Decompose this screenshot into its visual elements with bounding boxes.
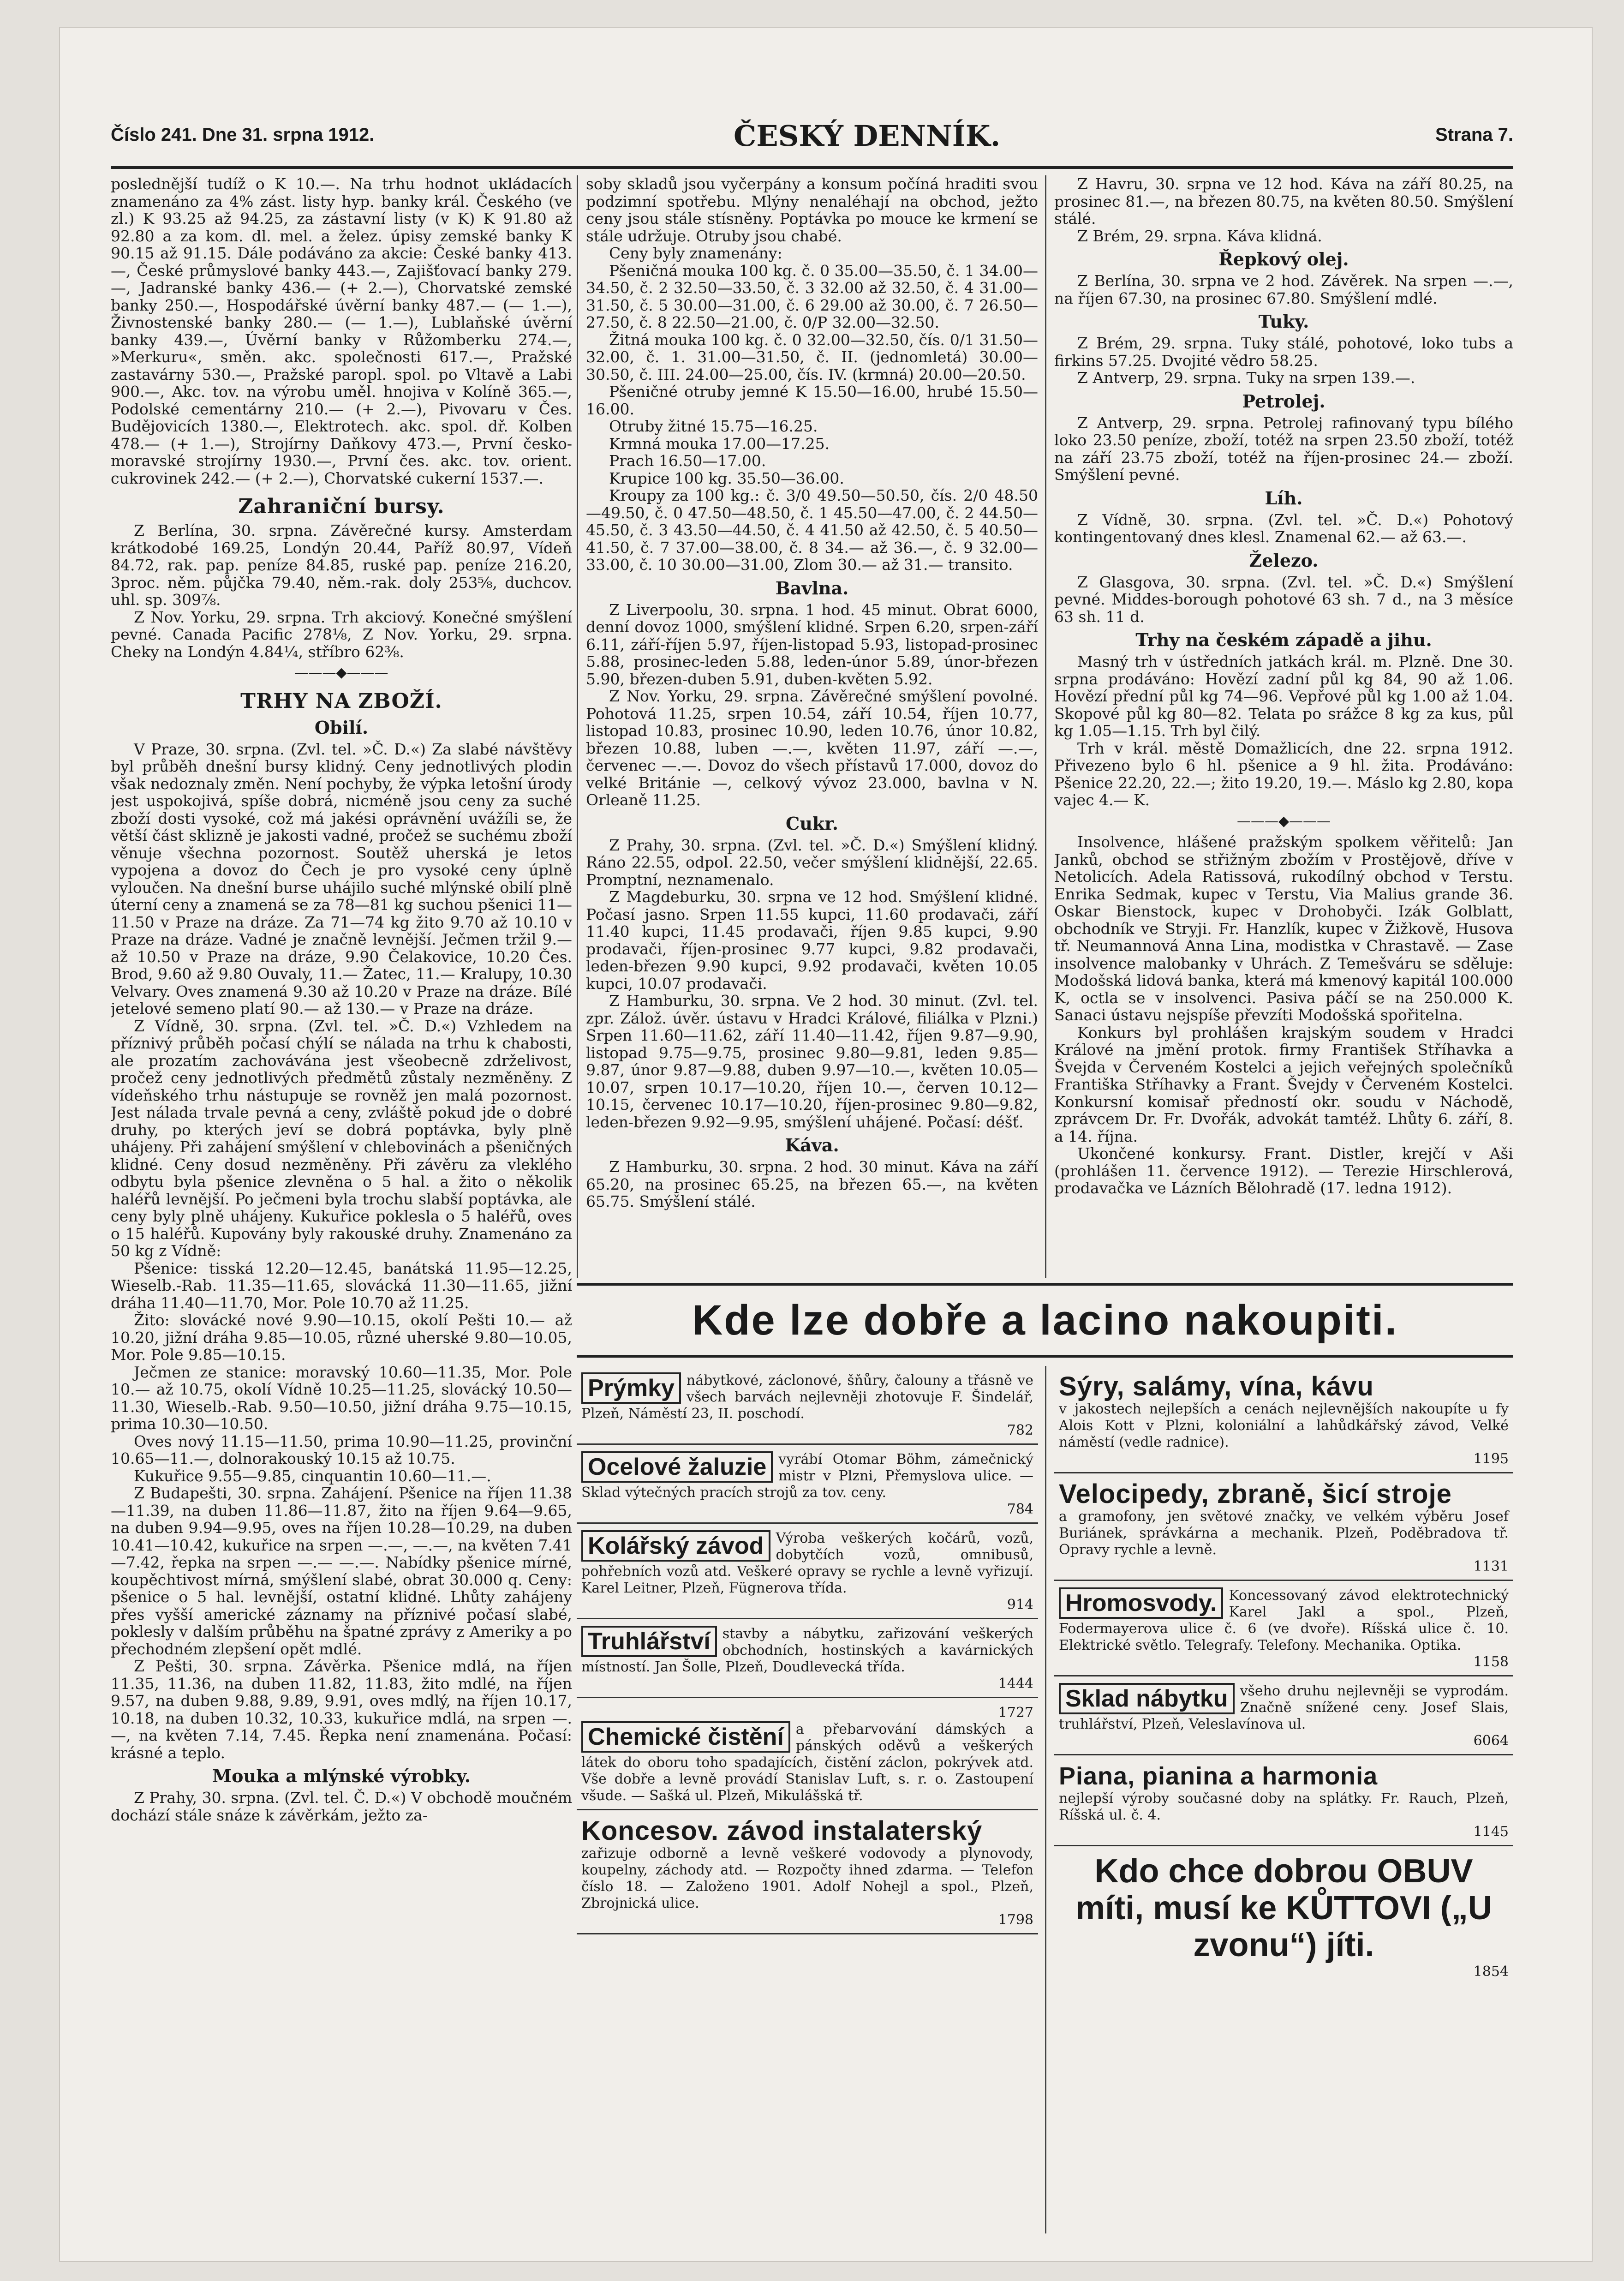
barley-prices: Ječmen ze stanice: moravský 10.60—11.35, Mor. Pole 10.— až 10.75, okolí Vídně 10.25—11.25, slovácký 10.50—11.30, Wieselb.-Rab. 9.50—10.50, jižní dráha 9.75—10.15, prima 10.30—10.50. [111, 1363, 572, 1433]
bremen-fats: Z Brém, 29. srpna. Tuky stálé, pohotové, loko tubs a firkins 57.25. Dvojité vědro 58.25. [1054, 334, 1513, 370]
ad-title: Kdo chce dobrou OBUV míti, musí ke KŮTTOVI („U zvonu“) jíti. [1075, 1853, 1492, 1964]
ad-cheese-salami [1054, 1366, 1513, 1473]
ad-number: 782 [1007, 1422, 1033, 1438]
heading-commodity-markets: TRHY NA ZBOŽÍ. [240, 689, 442, 713]
berlin-bourse: Z Berlína, 30. srpna. Závěrečné kursy. Amsterdam krátkodobé 169.25, Londýn 20.44, Paříž 80.97, Vídeň 84.72, rak. pap. peníze 84.85, ruské pap. peníze 216.20, 3proc. něm. půjčka 79.40, něm.-rak. doly 253⅝, duchcov. uhl. sp. 309⅞. [111, 521, 572, 609]
ad-trimmings [577, 1366, 1038, 1445]
bankruptcy: Konkurs byl prohlášen krajským soudem v Hradci Králové na jmění protok. firmy František Stříhavka a Švejda v Červeném Kostelci a jejich veřejných společníků Františka Stříhavky a Frant. Švejdy v Červeném Kostelci. Konkursní komisař předností okr. soudu v Náchodě, zprávcem Dr. Fr. Dvořák, advokát tamtéž. Lhůty 6. září, 8. a 14. října. [1054, 1023, 1513, 1145]
wheat-flour-prices: Pšeničná mouka 100 kg. č. 0 35.00—35.50, č. 1 34.00—34.50, č. 2 32.50—33.50, č. 3 32.00 až 32.50, č. 4 31.00—31.50, č. 5 30.00—31.00, č. 6 29.00 až 30.00, č. 7 26.50—27.50, č. 8 22.50—21.00, č. 0/P 32.00—32.50. [586, 261, 1038, 331]
ad-title: Koncesov. závod instalaterský [581, 1816, 983, 1846]
rye-bran-prices: Otruby žitné 15.75—16.25. [609, 417, 818, 435]
column-rule-1 [577, 175, 578, 1278]
ad-title: Kolářský závod [581, 1530, 770, 1562]
column-1 [111, 175, 572, 2215]
ad-text: nábytkové, záclonové, šňůry, čalouny a třásně ve všech barvách nejlevněji zhotovuje F. Šindelář, Plzeň, Náměstí 23, II. poschodí. [581, 1372, 1033, 1422]
heading-spirits: Líh. [1265, 487, 1303, 509]
ad-title: Chemické čistění [581, 1721, 790, 1753]
masthead: ČESKÝ DENNÍK. [734, 119, 1001, 153]
header-rule [111, 166, 1513, 169]
hamburg-coffee: Z Hamburku, 30. srpna. 2 hod. 30 minut. Káva na září 65.20, na prosinec 65.25, na březen 65.—, na květen 65.75. Smýšlení stálé. [586, 1158, 1038, 1210]
ad-lightning-rods [1054, 1581, 1513, 1676]
ad-text: zařizuje odborně a levně veškeré vodovody a plynovody, koupelny, záchody atd. — Rozpočty ihned zdarma. — Telefon číslo 18. — Založeno 1901. Adolf Nohejl a spol., Plzeň, Zbrojnická ulice. [581, 1845, 1033, 1911]
heading-rapeseed-oil: Řepkový olej. [1218, 249, 1349, 269]
ad-title: Prýmky [581, 1372, 681, 1404]
berlin-oil: Z Berlína, 30. srpna ve 2 hod. Závěrek. Na srpen —.—, na říjen 67.30, na prosinec 67.80. Smýšlení mdlé. [1054, 272, 1513, 307]
column-rule-2 [1045, 175, 1046, 1278]
heading-flour: Mouka a mlýnské výrobky. [212, 1766, 471, 1786]
ad-title: Ocelové žaluzie [581, 1451, 773, 1483]
banking-report: poslednější tudíž o K 10.—. Na trhu hodnot ukládacích znamenáno za 4% zást. listy hyp. banky král. Českého (ve zl.) K 93.25 až 94.25, za zástavní listy (v K) K 91.80 až 92.80 a za kom. dl. mel. a želez. úpisy zemské banky K 90.15 až 91.15. Dále podáváno za akcie: České banky 413.—, České průmyslové banky 443.—, Zajišťovací banky 279.—, Jadranské banky 436.— (+ 2.—), Chorvatské zemské banky 250.—, Hospodářské úvěrní banky 487.— (— 1.—), Živnostenské banky 280.— (— 1.—), Lublaňské úvěrní banky 439.—, Úvěrní banky v Růžomberku 274.—, »Merkuru«, směn. akc. společnosti 617.—, Pražské zastavárny 530.—, Pražské paropl. spol. po Vltavě a Labi 900.—, Akc. tov. na výrobu uměl. hnojiva v Kolíně 365.—, Podolské cementárny 210.— (+ 2.—), Pivovaru v Čes. Budějovicích 1380.—, Elektrotech. akc. spol. dř. Kolben 478.— (+ 1.—), Strojírny Daňkovy 473.—, První česko-moravské strojírny 1930.—, První čes. akc. tov. orient. cukrovinek 242.— (+ 2.—), Chorvatské cukerní 1537.—. [111, 175, 572, 487]
domazlice-market: Trh v král. městě Domažlicích, dne 22. srpna 1912. Přivezeno bylo 6 hl. pšenice a 9 hl. žita. Prodáváno: Pšenice 22.20, 22.—; žito 19.20, 19.—. Máslo kg 2.80, kopa vajec 4.— K. [1054, 739, 1513, 809]
ad-blinds [577, 1445, 1038, 1524]
newspaper-page [60, 28, 1592, 2261]
ad-title: Sýry, salámy, vína, kávu [1059, 1371, 1374, 1401]
ad-text: vyrábí Otomar Böhm, zámečnický mistr v Plzni, Přemyslova ulice. — Sklad výtečných pracích strojů za tov. ceny. [581, 1451, 1033, 1501]
corn-prices: Kukuřice 9.55—9.85, cinquantin 10.60—11.—. [134, 1467, 491, 1485]
pest-closing: Z Pešti, 30. srpna. Závěrka. Pšenice mdlá, na říjen 11.35, 11.36, na duben 11.82, 11.83, žito mdlé, na říjen 9.57, na duben 9.88, 9.89, 9.91, oves mdlý, na říjen 10.17, 10.18, na duben 10.32, 10.33, kukuřice mdlá, na srpen —.—, na květen 7.14, 7.45. Řepka není znamenána. Počasí: krásné a teplo. [111, 1657, 572, 1762]
heading-cotton: Bavlna. [775, 577, 849, 599]
ad-number: 1727 [998, 1705, 1033, 1721]
ad-text: všeho druhu nejlevněji se vyprodám. Značně snížené ceny. Josef Slais, truhlářství, Plzeň, Veleslavínova ul. [1059, 1683, 1509, 1732]
groats-prices: Kroupy za 100 kg.: č. 3/0 49.50—50.50, čís. 2/0 48.50—49.50, č. 0 47.50—48.50, č. 1 45.50—47.00, č. 2 44.50—45.50, č. 3 43.50—44.50, č. 4 41.50 až 42.50, č. 5 40.50—41.50, č. 7 37.00—38.00, č. 8 34.— až 36.—, č. 9 32.00—33.00, č. 10 30.00—31.00, Zlom 30.— až 31.— transito. [586, 486, 1038, 574]
ad-number: 1158 [1473, 1654, 1509, 1670]
feed-flour-prices: Krmná mouka 17.00—17.25. [609, 434, 830, 453]
ad-number: 1798 [998, 1912, 1033, 1928]
ad-number: 1854 [1473, 1964, 1509, 1980]
ad-text: a gramofony, jen světové značky, ve velkém výběru Josef Buriánek, správkárna a mechanik. Plzeň, Poděbradova tř. Opravy rychle a levně. [1059, 1509, 1509, 1558]
dust-prices: Prach 16.50—17.00. [609, 452, 766, 470]
heading-foreign-bourses: Zahraniční bursy. [238, 495, 445, 518]
section-divider-2: ———◆——— [1236, 813, 1331, 829]
ad-number: 6064 [1473, 1733, 1509, 1749]
antwerp-fats: Z Antverp, 29. srpna. Tuky na srpen 139.—. [1077, 369, 1415, 387]
ad-number: 1444 [998, 1676, 1033, 1692]
liverpool-cotton: Z Liverpoolu, 30. srpna. 1 hod. 45 minut. Obrat 6000, denní dovoz 1000, smýšlení klidné. Srpen 6.20, srpen-září 6.11, září-říjen 5.97, říjen-listopad 5.93, listopad-prosinec 5.88, prosinec-leden 5.88, leden-únor 5.89, únor-březen 5.90, březen-duben 5.91, duben-květen 5.92. [586, 600, 1038, 688]
ad-title: Hromosvody. [1059, 1587, 1223, 1619]
new-york-bourse: Z Nov. Yorku, 29. srpna. Trh akciový. Konečné smýšlení pevné. Canada Pacific 278⅛, Z Nov. Yorku, 29. srpna. Cheky na Londýn 4.84¼, stříbro 62⅜. [111, 608, 572, 661]
ad-pianos [1054, 1755, 1513, 1846]
ad-number: 1145 [1473, 1824, 1509, 1840]
semolina-prices: Krupice 100 kg. 35.50—36.00. [609, 469, 844, 487]
ad-number: 1131 [1473, 1558, 1509, 1575]
page-number: Strana 7. [1435, 125, 1513, 145]
ads-column-rule [1045, 1366, 1046, 2233]
prague-flour: Z Prahy, 30. srpna. (Zvl. tel. Č. D.«) V obchodě moučném dochází stále snáze k závěrkám, ježto za- [111, 1789, 572, 1824]
budapest-opening: Z Budapešti, 30. srpna. Zahájení. Pšenice na říjen 11.38—11.39, na duben 11.86—11.87, žito na říjen 9.64—9.65, na duben 9.94—9.95, oves na říjen 10.28—10.29, na duben 10.41—10.42, kukuřice na srpen —.—, —.—, na květen 7.41—7.42, řepka na srpen —.— —.—. Nabídky pšenice mírné, koupěchtivost mírná, smýšlení slabé, obrat 30.000 q. Ceny: pšenice o 5 hal. levnější, ostatní klidné. Lhůty zahájeny přes vyšší americké záznamy na příznivé počasí slabé, poklesly v dalším průběhu na špatné zprávy z Ameriky a po přechodném zlepšení opět mdlé. [111, 1484, 572, 1658]
heading-coffee: Káva. [785, 1135, 839, 1155]
bremen-coffee: Z Brém, 29. srpna. Káva klidná. [1077, 227, 1322, 245]
ad-footwear [1054, 1846, 1513, 1985]
ad-number: 784 [1007, 1501, 1033, 1517]
wheat-prices: Pšenice: tisská 12.20—12.45, banátská 11.95—12.25, Wieselb.-Rab. 11.35—11.65, slovácká 11.30—11.65, jižní dráha 11.40—11.70, Mor. Pole 10.70 až 11.25. [111, 1259, 572, 1312]
ad-joinery [577, 1619, 1038, 1698]
havre-coffee: Z Havru, 30. srpna ve 12 hod. Káva na září 80.25, na prosinec 81.—, na březen 80.75, na květen 80.50. Smýšlení stálé. [1054, 175, 1513, 228]
ad-number: 914 [1007, 1597, 1033, 1613]
prices-intro: Ceny byly znamenány: [609, 244, 782, 262]
ad-text: Koncessovaný závod elektrotechnický Karel Jakl a spol., Plzeň, Fodermayerova ulice č. 6 (ve dvoře). Ríšská ulice č. 10. Elektrické světlo. Telegrafy. Telefony. Mechanika. Optika. [1059, 1587, 1509, 1653]
heading-petroleum: Petrolej. [1242, 390, 1325, 412]
glasgow-iron: Z Glasgova, 30. srpna. (Zvl. tel. »Č. D.«) Smýšlení pevné. Middes-borough pohotové 63 sh. 7 d., na 3 měsíce 63 sh. 11 d. [1054, 573, 1513, 626]
ads-right-column [1054, 1366, 1513, 1985]
oats-prices: Oves nový 11.15—11.50, prima 10.90—11.25, provinční 10.65—11.—, dolnorakouský 10.15 až 10.75. [111, 1432, 572, 1467]
ad-title: Truhlářství [581, 1626, 717, 1657]
hamburg-sugar: Z Hamburku, 30. srpna. Ve 2 hod. 30 minut. (Zvl. tel. zpr. Zálož. úvěr. ústavu v Hradci Králové, filiálka v Plzni.) Srpen 11.60—11.62, září 11.40—11.42, říjen 9.87—9.90, listopad 9.75—9.75, prosinec 9.80—9.81, leden 9.85—9.87, únor 9.87—9.88, duben 9.97—10.—, květen 10.05—10.07, srpen 10.17—10.20, říjen 10.—, červen 10.12—10.15, červenec 10.17—10.20, říjen-prosinec 9.80—9.82, leden-březen 9.92—9.95, smýšlení uhájené. Počasí: déšť. [586, 992, 1038, 1131]
new-york-cotton: Z Nov. Yorku, 29. srpna. Závěrečné smýšlení povolné. Pohotová 11.25, srpen 10.54, září 10.54, říjen 10.77, listopad 10.83, prosinec 10.90, leden 10.76, únor 10.82, březen 10.88, luben —.—, květen 11.97, září —.—, červenec —.—. Dovoz do všech přístavů 17.000, dovoz do velké Británie —, celkový vývoz 23.000, bavlna v N. Orleaně 11.25. [586, 687, 1038, 809]
column-3 [1054, 175, 1513, 1278]
heading-west-markets: Trhy na českém západě a jihu. [1135, 629, 1432, 650]
ad-text: nejlepší výroby současné doby na splátky. Fr. Rauch, Plzeň, Ríšská ul. č. 4. [1059, 1790, 1509, 1823]
ads-left-column [577, 1366, 1038, 1934]
rye-flour-prices: Žitná mouka 100 kg. č. 0 32.00—32.50, čís. 0/1 31.50—32.00, č. 1. 31.00—31.50, č. II. (jednomletá) 30.00—30.50, č. III. 24.00—25.00, čís. IV. (krmná) 20.00—20.50. [586, 330, 1038, 383]
ad-title: Piana, pianina a harmonia [1059, 1762, 1378, 1790]
page-header [111, 111, 1513, 162]
flour-continued: soby skladů jsou vyčerpány a konsum počíná hraditi svou podzimní spotřebu. Mlýny nenaléhají na obchod, ježto ceny jsou stále stísněny. Poptávka po mouce ke krmení se stále udržuje. Otruby jsou chabé. [586, 175, 1038, 245]
ad-dry-cleaning [577, 1698, 1038, 1810]
prague-grain: V Praze, 30. srpna. (Zvl. tel. »Č. D.«) Za slabé návštěvy byl průběh dnešní bursy klidný. Ceny jednotlivých plodin však nedoznaly změn. Není pochyby, že výpka letošní úrody jest uspokojivá, spíše dobrá, nicméně jsou ceny za suché zboží dosti vysoké, což má jakési oprávnění uvážíli se, že větší část sklizně je jakosti vadné, pročež se suchému zboží věnuje všechna pozornost. Soutěž uherská je letos vypojena a dovoz do Čech je pro vysoké ceny úplně vyloučen. Na dnešní burse uhájilo suché mlýnské obilí plně úterní ceny a znamená se za 78—81 kg suchou pšenici 11—11.50 v Praze na dráze. Za 71—74 kg žito 9.70 až 10.10 v Praze na dráze. Vadné je značně levnější. Ječmen tržil 9.— až 10.50 v Praze na dráze, 9.90 Čelakovice, 10.20 Čes. Brod, 9.60 až 9.80 Ouvaly, 11.— Žatec, 11.— Kralupy, 10.30 Velvary. Oves znamená 9.30 až 10.20 v Praze na dráze. Bílé jetelové semeno platí 90.— až 130.— v Praze na dráze. [111, 740, 572, 1018]
ads-headline: Kde lze dobře a lacino nakoupiti. [577, 1283, 1513, 1358]
ad-text: Výroba veškerých kočárů, vozů, dobytčích vozů, omnibusů, pohřebních vozů atd. Veškeré opravy se rychle a levně vyřizují. Karel Leitner, Plzeň, Fügnerova třída. [581, 1530, 1033, 1596]
prague-sugar: Z Prahy, 30. srpna. (Zvl. tel. »Č. D.«) Smýšlení klidný. Ráno 22.55, odpol. 22.50, večer smýšlení klidnější, 22.65. Promptní, neznamenalo. [586, 836, 1038, 889]
ad-number: 1195 [1473, 1451, 1509, 1467]
ad-installation [577, 1810, 1038, 1934]
ad-title: Sklad nábytku [1059, 1683, 1235, 1714]
plzen-meat-market: Masný trh v ústředních jatkách král. m. Plzně. Dne 30. srpna prodáváno: Hovězí zadní půl kg 84, 90 až 1.06. Hovězí přední půl kg 74—96. Vepřové půl kg 1.00 až 1.04. Skopové půl kg 80—82. Telata po srážce 8 kg za kus, půl kg 1.05—1.15. Trh byl čilý. [1054, 653, 1513, 740]
issue-number-date: Číslo 241. Dne 31. srpna 1912. [111, 125, 375, 145]
ad-text: v jakostech nejlepších a cenách nejlevnějších nakoupíte u fy Alois Kott v Plzni, koloniální a lahůdkářský závod, Velké náměstí (vedle radnice). [1059, 1401, 1509, 1450]
section-divider: ———◆——— [294, 665, 388, 681]
magdeburg-sugar: Z Magdeburku, 30. srpna ve 12 hod. Smýšlení klidné. Počasí jasno. Srpen 11.55 kupci, 11.60 prodavači, září 11.40 kupci, 11.45 prodavači, říjen 9.85 kupci, 9.90 prodavači, říjen-prosinec 9.77 kupci, 9.82 prodavači, leden-březen 9.90 kupci, 9.92 prodavači, květen 10.05 kupci, 10.07 prodavači. [586, 888, 1038, 993]
ad-furniture [1054, 1676, 1513, 1755]
wheat-bran-prices: Pšeničné otruby jemné K 15.50—16.00, hrubé 15.50—16.00. [586, 383, 1038, 418]
ad-bicycles [1054, 1473, 1513, 1581]
vienna-grain: Z Vídně, 30. srpna. (Zvl. tel. »Č. D.«) Vzhledem na příznivý průběh počasí chýlí se nálada na trhu k chabosti, ale prozatím zachovávána jest všeobecně zdrželivost, pročež ceny jednotlivých předmětů zůstaly nezměněny. Z vídeňského trhu nástupuje se rovněž jen malá pozornost. Jest nálada trvale pevná a ceny, zvláště pokud jde o dobré druhy, po kterých jeví se dobrá poptávka, byly plně uhájeny. Při zahájení smýšlení v chlebovinách a pšeničných klidné. Ceny dosud nezměněny. Při závěru za vleklého odbytu byla pšenice zlevněna o 5 hal. a žito o několik haléřů levnější. Po ječmeni byla trochu slabší poptávka, ale ceny byly plně uhájeny. Kukuřice poklesla o 5 haléřů, oves o 15 haléřů. Kupovány byly rakouské druhy. Znamenáno za 50 kg z Vídně: [111, 1017, 572, 1260]
heading-fats: Tuky. [1258, 311, 1309, 332]
ad-wheelwright [577, 1524, 1038, 1619]
heading-grain: Obilí. [314, 717, 369, 738]
antwerp-petroleum: Z Antverp, 29. srpna. Petrolej rafinovaný typu bílého loko 23.50 peníze, zboží, totéž na srpen 23.50 zboží, totéž na září 23.75 zboží, totéž na říjen-prosinec 24.— zboží. Smýšlení pevné. [1054, 413, 1513, 484]
vienna-spirits: Z Vídně, 30. srpna. (Zvl. tel. »Č. D.«) Pohotový kontingentovaný dnes klesl. Znamenal 62.— až 63.—. [1054, 510, 1513, 546]
insolvencies: Insolvence, hlášené pražským spolkem věřitelů: Jan Janků, obchod se střižným zbožím v Prostějově, dříve v Netolicích. Adela Ratissová, rukodílný obchod v Terstu. Enrika Sedmak, kupec v Terstu, Via Malius grande 36. Oskar Bienstock, kupec v Drohobyči. Izák Golblatt, obchodník ve Stryji. Fr. Hanzlík, kupec v Žižkově, Husova tř. Neumannová Anna Lina, modistka v Chrastavě. — Zase insolvence malobanky v Uhrách. Z Temešváru se sděluje: Modošská lidová banka, která má kmenový kapitál 100.000 K, octla se v insolvenci. Pasiva páčí se na 250.000 K. Sanaci ústavu nejspíše převzíti Modošská spořitelna. [1054, 833, 1513, 1024]
ad-text: a přebarvování dámských a pánských oděvů a veškerých látek do oboru toho spadajících, čistění záclon, pokrývek atd. Vše dobře a levně provádí Stanislav Luft, s. r. o. Zastoupení všude. — Sašká ul. Plzeň, Mikulášská tř. [581, 1721, 1033, 1804]
heading-iron: Železo. [1249, 550, 1319, 571]
ad-text: stavby a nábytku, zařizování veškerých obchodních, hostinských a kavárnických místností. Jan Šolle, Plzeň, Doudlevecká třída. [581, 1626, 1033, 1675]
rye-prices: Žito: slovácké nové 9.90—10.15, okolí Pešti 10.— až 10.20, jižní dráha 9.85—10.05, různé uherské 9.80—10.05, Mor. Pole 9.85—10.15. [111, 1311, 572, 1364]
heading-sugar: Cukr. [786, 813, 838, 834]
ended-bankruptcies: Ukončené konkursy. Frant. Distler, krejčí v Aši (prohlášen 11. července 1912). — Terezie Hirschlerová, prodavačka ve Lázních Bělohradě (17. ledna 1912). [1054, 1144, 1513, 1197]
column-2 [586, 175, 1038, 1278]
ad-title: Velocipedy, zbraně, šicí stroje [1059, 1479, 1452, 1509]
